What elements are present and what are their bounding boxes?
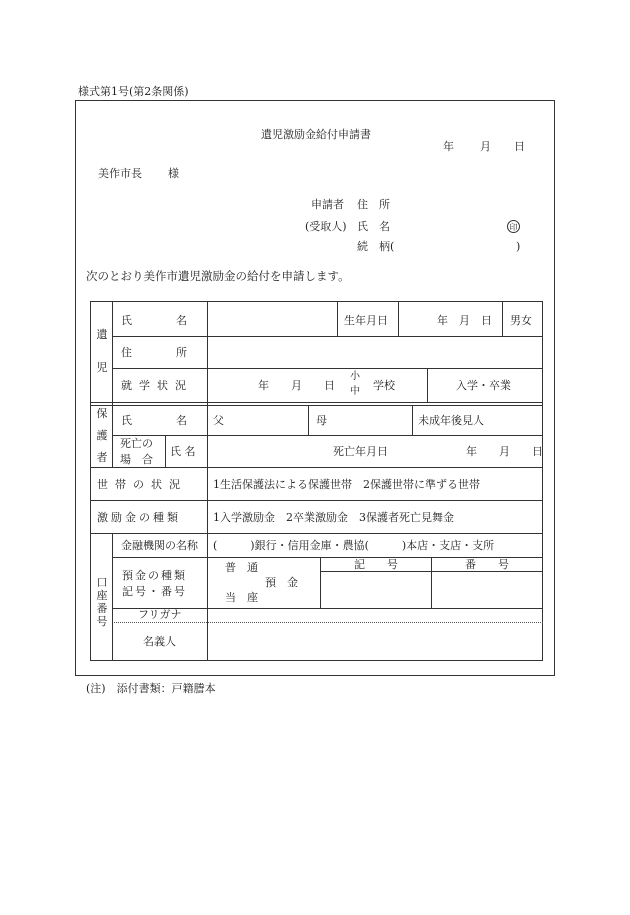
attachment-note: (注) 添付書類：戸籍謄本 xyxy=(86,682,216,695)
rule xyxy=(112,301,113,467)
form-number: 様式第1号(第2条関係) xyxy=(78,85,189,98)
rule xyxy=(90,533,543,534)
bank-furigana-label: フリガナ xyxy=(138,608,182,621)
bank-symbol-header: 記 号 xyxy=(354,558,398,571)
guardian-father: 父 xyxy=(213,414,224,427)
applicant-recipient-label: (受取人) xyxy=(305,220,347,233)
bank-number-header: 番 号 xyxy=(465,558,509,571)
grant-type-options: 1入学激励金 2卒業激励金 3保護者死亡見舞金 xyxy=(213,511,454,524)
orphan-name-label: 氏 名 xyxy=(121,314,187,327)
household-label: 世帯の状況 xyxy=(97,478,187,491)
addressee-suffix: 様 xyxy=(168,167,179,180)
orphan-school-status: 入学・卒業 xyxy=(456,379,511,392)
seal-mark: 印 xyxy=(507,220,520,233)
application-statement: 次のとおり美作市遺児激励金の給付を申請します。 xyxy=(86,269,350,283)
bank-section-char: 番 xyxy=(96,602,108,615)
guardian-death-date-value: 年 月 日 xyxy=(466,445,543,458)
rule xyxy=(431,557,432,608)
rule xyxy=(337,301,338,336)
guardian-section-char: 護 xyxy=(96,429,108,442)
rule xyxy=(112,435,543,436)
bank-section-char: 号 xyxy=(96,615,108,628)
bank-section-char: 座 xyxy=(96,589,108,602)
rule xyxy=(112,336,543,337)
rule xyxy=(90,405,543,406)
orphan-section-char: 遺 xyxy=(96,328,108,341)
orphan-birth-value: 年 月 日 xyxy=(437,314,492,327)
bank-deposit-label: 記号・番号 xyxy=(122,585,187,598)
bank-deposit-type-ordinary: 普 通 xyxy=(225,561,258,574)
bank-institution-value: ( )銀行・信用金庫・農協( )本店・支店・支所 xyxy=(213,539,495,552)
rule xyxy=(165,435,166,467)
bank-deposit-label: 預金の種類 xyxy=(122,569,187,582)
date-day: 日 xyxy=(514,140,525,153)
orphan-birth-label: 生年月日 xyxy=(344,314,388,327)
bank-deposit-type-current: 当 座 xyxy=(225,591,258,604)
addressee-name: 美作市長 xyxy=(98,167,142,180)
rule xyxy=(90,402,543,403)
form-title: 遺児激励金給付申請書 xyxy=(261,128,371,141)
rule xyxy=(502,301,503,336)
orphan-school-level-middle: 中 xyxy=(350,386,360,397)
rule xyxy=(90,500,543,501)
applicant-relation-close: ) xyxy=(516,240,521,253)
orphan-address-label: 住 所 xyxy=(121,346,187,359)
rule xyxy=(412,405,413,435)
rule xyxy=(308,405,309,435)
guardian-deceased-label: 死亡の xyxy=(120,437,153,450)
grant-type-label: 激励金の種類 xyxy=(97,511,181,524)
rule xyxy=(207,467,208,661)
bank-institution-label: 金融機関の名称 xyxy=(121,539,198,552)
guardian-deceased-label: 場 合 xyxy=(120,453,153,466)
household-options: 1生活保護法による保護世帯 2保護世帯に準ずる世帯 xyxy=(213,478,480,491)
guardian-death-date-label: 死亡年月日 xyxy=(333,445,388,458)
guardian-mother: 母 xyxy=(316,414,327,427)
rule xyxy=(112,533,113,661)
rule xyxy=(207,301,208,467)
guardian-minor-guardian: 未成年後見人 xyxy=(418,414,484,427)
orphan-school-level-small: 小 xyxy=(350,371,360,382)
rule xyxy=(320,557,321,608)
guardian-section-char: 保 xyxy=(96,407,108,420)
rule xyxy=(90,467,543,468)
bank-section-char: 口 xyxy=(96,576,108,589)
orphan-gender: 男女 xyxy=(510,314,532,327)
orphan-school-date: 年 月 日 xyxy=(258,379,335,392)
date-month: 月 xyxy=(480,140,491,153)
orphan-section-char: 児 xyxy=(96,361,108,374)
rule xyxy=(112,368,543,369)
applicant-name-label: 氏 名 xyxy=(357,220,390,233)
guardian-section-char: 者 xyxy=(96,451,108,464)
guardian-deceased-name-label: 氏 名 xyxy=(170,445,196,458)
applicant-relation-label: 続 柄( xyxy=(357,240,395,253)
guardian-name-label: 氏 名 xyxy=(121,414,187,427)
dotted-rule xyxy=(112,622,543,623)
date-year: 年 xyxy=(443,140,454,153)
orphan-school-label: 就学状況 xyxy=(121,379,193,392)
orphan-school-suffix: 学校 xyxy=(373,379,395,392)
applicant-address-label: 住 所 xyxy=(357,198,390,211)
applicant-label: 申請者 xyxy=(311,198,344,211)
rule xyxy=(398,301,399,336)
rule xyxy=(427,368,428,402)
bank-deposit-type-deposit: 預 金 xyxy=(265,576,298,589)
bank-holder-label: 名義人 xyxy=(143,635,176,648)
